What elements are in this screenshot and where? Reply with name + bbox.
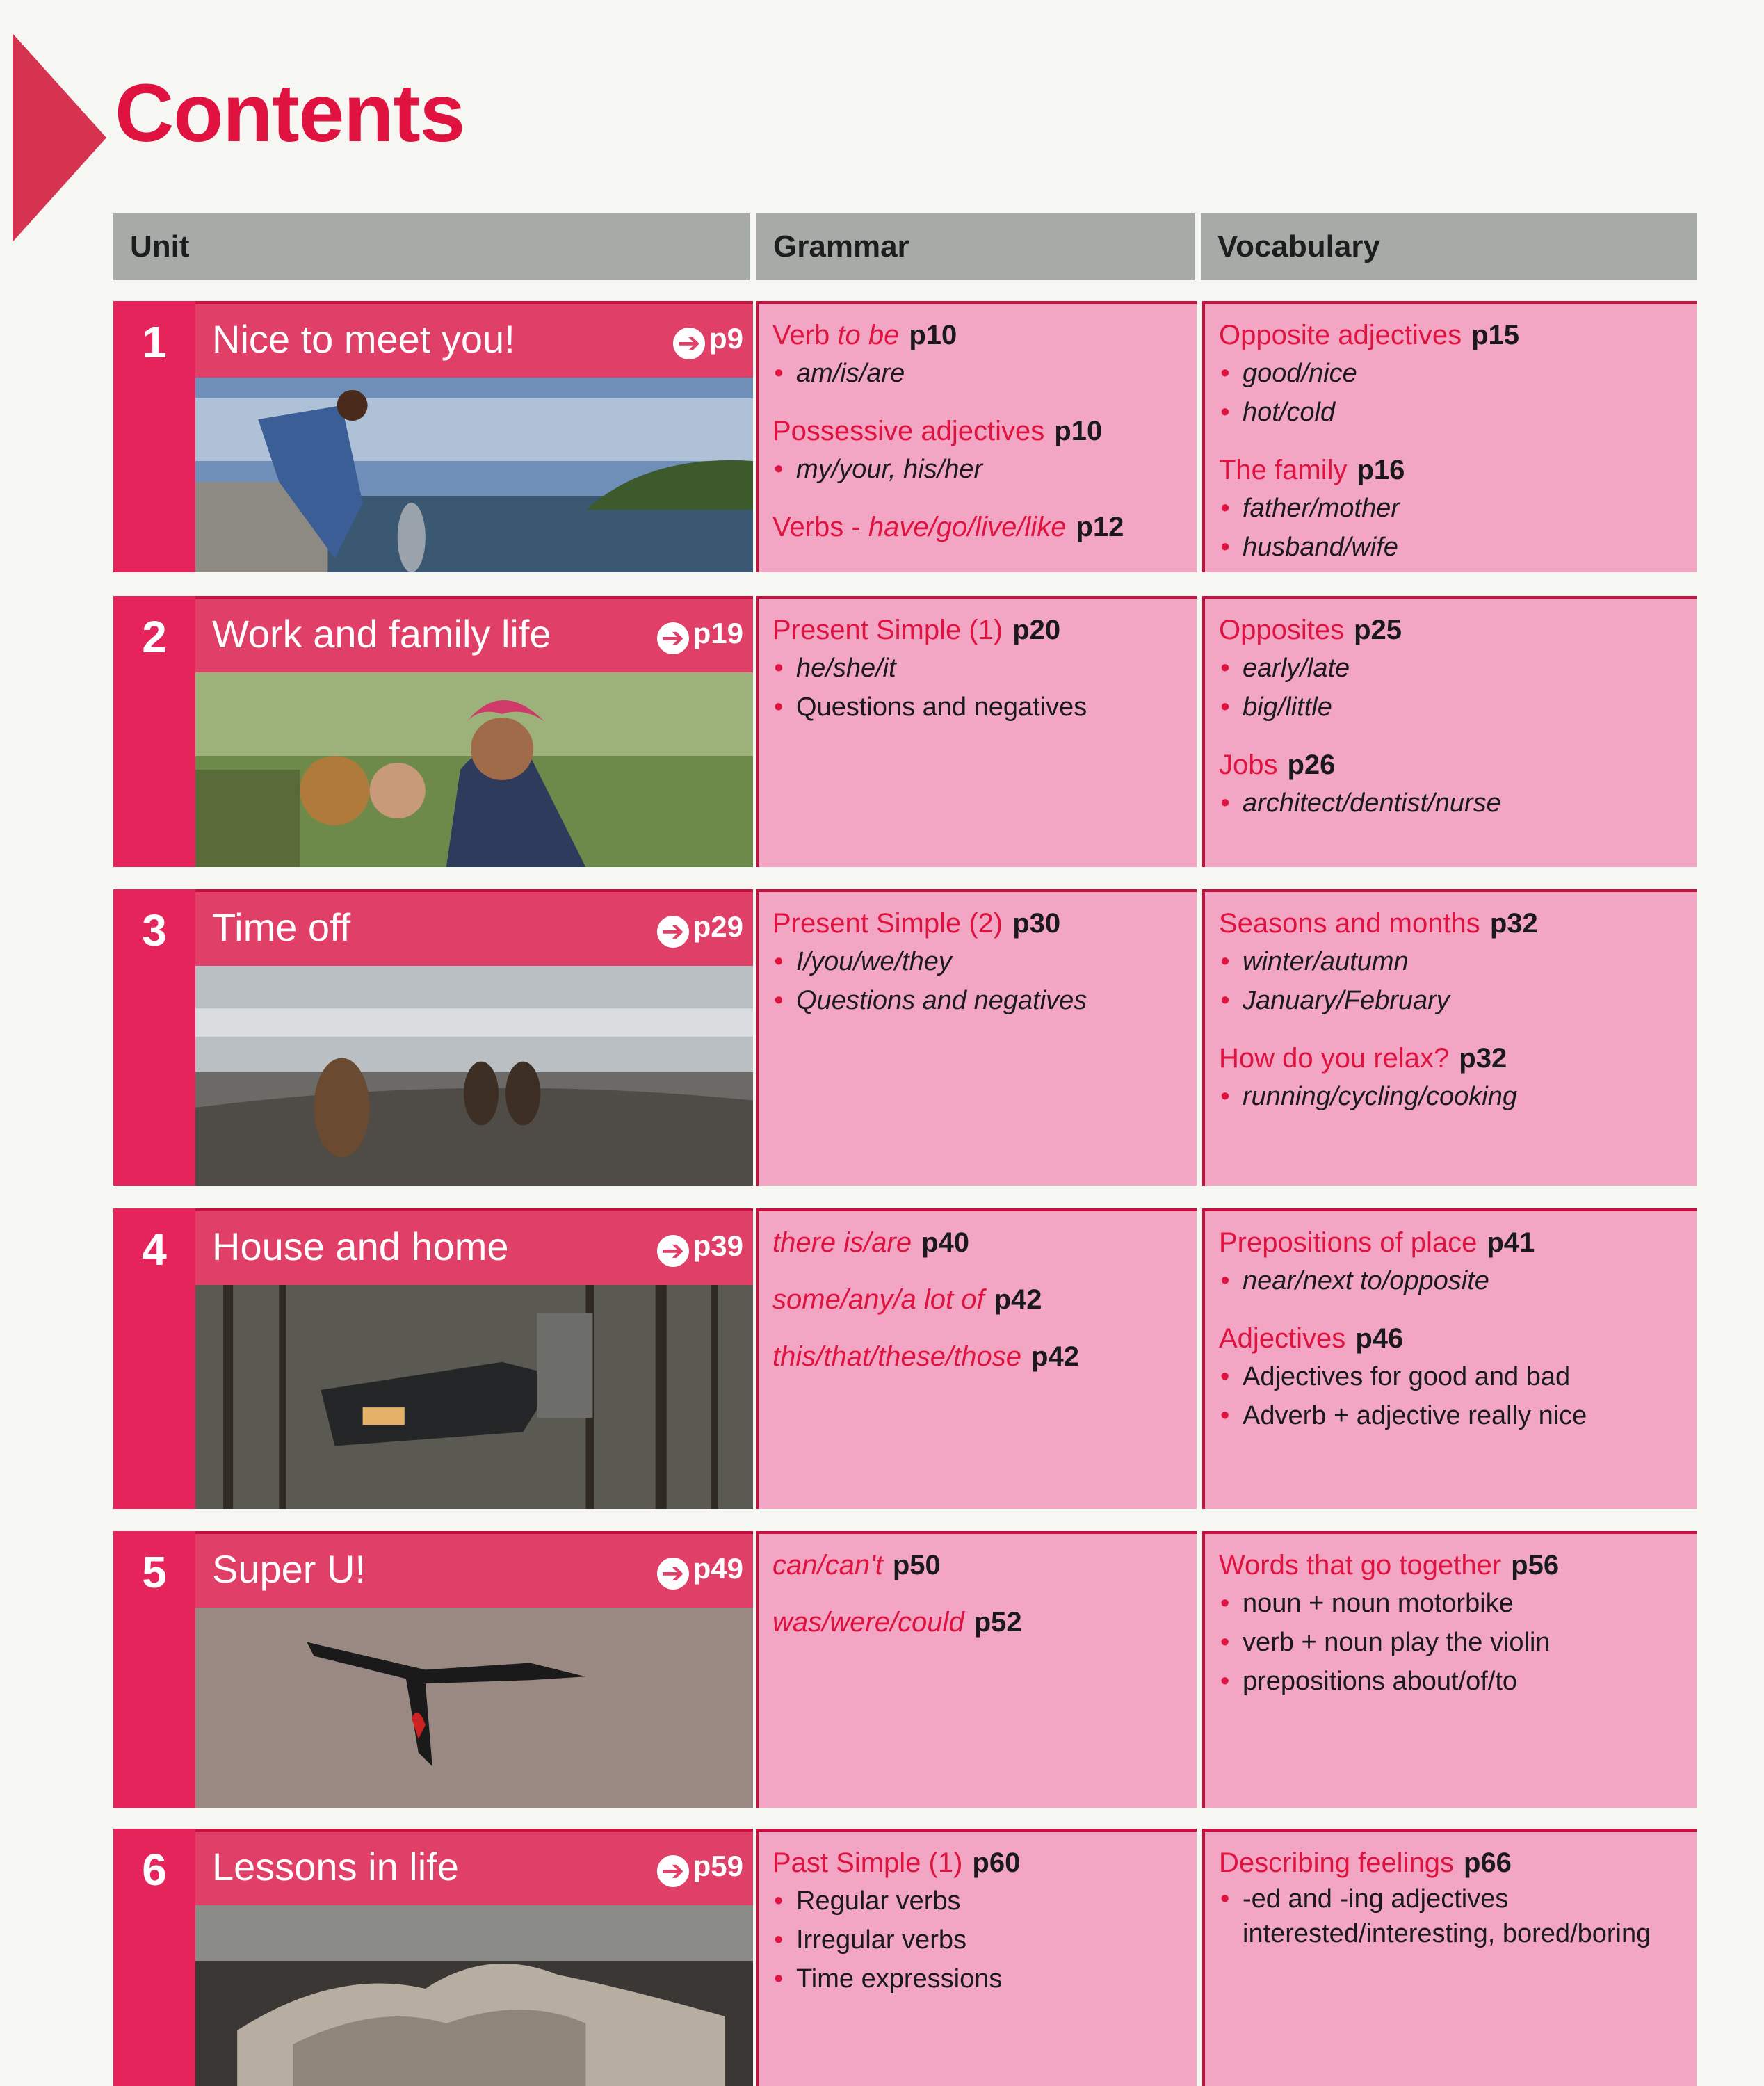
unit-page-link[interactable] [657,617,743,654]
list-item: • near/next to/opposite [1219,1261,1683,1300]
vocab-page: p32 [1489,908,1538,939]
unit-photo [195,1608,753,1808]
vocabulary-cell [1202,1208,1697,1509]
list-item: • Adjectives for good and bad [1219,1357,1683,1396]
grammar-topic-italic: to be [837,320,900,350]
unit-number-bar [113,1208,195,1509]
vocab-page: p41 [1487,1227,1535,1258]
list-item: • verb + noun play the violin [1219,1623,1683,1662]
vocab-page: p56 [1511,1550,1560,1580]
grammar-cell [756,1531,1197,1808]
unit-number: 4 [142,1224,167,1275]
grammar-topic-italic: can/can't [772,1550,883,1580]
unit-row [113,1208,1697,1509]
grammar-cell [756,889,1197,1186]
grammar-page: p20 [1012,615,1061,645]
grammar-page: p12 [1076,512,1124,542]
unit-number: 3 [142,905,167,955]
vocab-page: p46 [1355,1323,1404,1354]
unit-page: p49 [693,1552,743,1585]
list-item: • Questions and negatives [772,981,1183,1020]
list-item: • winter/autumn [1219,942,1683,981]
grammar-page: p42 [1031,1341,1079,1372]
arrow-right-icon: ➔ [657,916,689,948]
list-item: • Regular verbs [772,1882,1183,1921]
vocab-page: p25 [1354,615,1402,645]
header-grammar: Grammar [756,213,1195,280]
unit-number-bar [113,301,195,572]
grammar-topic: Possessive adjectives [772,416,1045,446]
unit-title-bar[interactable] [195,889,753,966]
vocab-page: p66 [1463,1848,1512,1878]
vocab-page: p16 [1357,455,1405,485]
unit-title: Time off [212,905,351,949]
list-item: • I/you/we/they [772,942,1183,981]
list-item: • husband/wife [1219,528,1683,567]
unit-number-bar [113,1531,195,1808]
unit-photo [195,672,753,867]
list-item: • -ed and -ing adjectives interested/interesting, bored/boring [1219,1882,1683,1951]
unit-title-bar[interactable] [195,301,753,378]
grammar-topic-italic: this/that/these/those [772,1341,1022,1372]
unit-page: p29 [693,910,743,943]
grammar-cell [756,596,1197,867]
list-item: • my/your, his/her [772,450,1183,489]
unit-number-bar [113,889,195,1186]
header-vocabulary: Vocabulary [1201,213,1697,280]
unit-page: p39 [693,1229,743,1262]
list-item: • father/mother [1219,489,1683,528]
grammar-topic: Verbs - [772,512,868,542]
arrow-right-icon: ➔ [657,1235,689,1267]
unit-photo [195,1905,753,2086]
grammar-page: p40 [921,1227,970,1258]
list-item: • January/February [1219,981,1683,1020]
vocabulary-cell [1202,596,1697,867]
arrow-right-icon: ➔ [657,1558,689,1590]
list-item: • big/little [1219,688,1683,727]
section-marker-triangle [13,33,106,242]
vocab-page: p32 [1459,1043,1507,1074]
list-item: • running/cycling/cooking [1219,1077,1683,1116]
unit-photo [195,966,753,1186]
grammar-page: p30 [1012,908,1061,939]
grammar-page: p60 [972,1848,1021,1878]
unit-page: p9 [709,322,743,355]
unit-title: Nice to meet you! [212,317,515,361]
unit-page-link[interactable] [657,1552,743,1590]
grammar-cell [756,1829,1197,2086]
unit-title: Super U! [212,1547,366,1591]
page-title: Contents [115,67,465,159]
grammar-page: p52 [973,1607,1022,1638]
vocab-topic: Prepositions of place [1219,1227,1478,1258]
unit-title: Work and family life [212,612,551,656]
unit-number-bar [113,596,195,867]
grammar-topic-italic: some/any/a lot of [772,1284,985,1315]
unit-title: Lessons in life [212,1845,459,1889]
unit-page-link[interactable] [673,322,743,359]
vocab-topic: Opposite adjectives [1219,320,1462,350]
vocabulary-cell [1202,1531,1697,1808]
list-item: • am/is/are [772,354,1183,393]
unit-number: 2 [142,612,167,662]
arrow-right-icon: ➔ [657,1855,689,1887]
vocab-topic: Seasons and months [1219,908,1480,939]
grammar-topic-italic: have/go/live/like [868,512,1067,542]
list-item: • noun + noun motorbike [1219,1584,1683,1623]
unit-row [113,301,1697,572]
unit-photo [195,1285,753,1509]
unit-number: 6 [142,1845,167,1895]
grammar-topic: Past Simple (1) [772,1848,963,1878]
unit-number-bar [113,1829,195,2086]
unit-title-bar[interactable] [195,1829,753,1905]
arrow-right-icon: ➔ [673,328,705,359]
grammar-page: p10 [1054,416,1103,446]
unit-number: 5 [142,1547,167,1597]
unit-title-bar[interactable] [195,1208,753,1285]
vocab-page: p15 [1471,320,1520,350]
vocab-topic: Describing feelings [1219,1848,1454,1878]
header-unit: Unit [113,213,750,280]
unit-page: p19 [693,617,743,649]
grammar-page: p10 [909,320,957,350]
unit-page-link[interactable] [657,1229,743,1267]
unit-row [113,889,1697,1186]
vocab-topic: The family [1219,455,1348,485]
vocabulary-cell [1202,301,1697,572]
list-item: • good/nice [1219,354,1683,393]
vocab-topic: Jobs [1219,750,1278,780]
vocab-topic: How do you relax? [1219,1043,1450,1074]
unit-number: 1 [142,317,167,367]
grammar-topic: Present Simple (2) [772,908,1003,939]
grammar-topic-italic: there is/are [772,1227,912,1258]
vocab-topic: Adjectives [1219,1323,1346,1354]
vocab-topic: Words that go together [1219,1550,1502,1580]
grammar-page: p50 [892,1550,941,1580]
grammar-page: p42 [994,1284,1042,1315]
unit-photo [195,378,753,572]
unit-title: House and home [212,1224,509,1268]
list-item: • prepositions about/of/to [1219,1662,1683,1701]
list-item: • architect/dentist/nurse [1219,784,1683,823]
list-item: • Irregular verbs [772,1921,1183,1959]
grammar-cell [756,301,1197,572]
arrow-right-icon: ➔ [657,622,689,654]
unit-page: p59 [693,1850,743,1882]
vocabulary-cell [1202,889,1697,1186]
list-item: • hot/cold [1219,393,1683,432]
unit-row [113,1531,1697,1808]
grammar-cell [756,1208,1197,1509]
vocab-page: p26 [1287,750,1336,780]
list-item: • he/she/it [772,649,1183,688]
grammar-topic: Present Simple (1) [772,615,1003,645]
vocabulary-cell [1202,1829,1697,2086]
unit-page-link[interactable] [657,910,743,948]
unit-row [113,596,1697,867]
unit-title-bar[interactable] [195,1531,753,1608]
vocab-topic: Opposites [1219,615,1345,645]
unit-page-link[interactable] [657,1850,743,1887]
list-item: • Time expressions [772,1959,1183,1998]
grammar-topic: Verb [772,320,838,350]
list-item: • Questions and negatives [772,688,1183,727]
list-item: • early/late [1219,649,1683,688]
list-item: • Adverb + adjective really nice [1219,1396,1683,1435]
unit-row [113,1829,1697,2086]
unit-title-bar[interactable] [195,596,753,672]
grammar-topic-italic: was/were/could [772,1607,964,1638]
